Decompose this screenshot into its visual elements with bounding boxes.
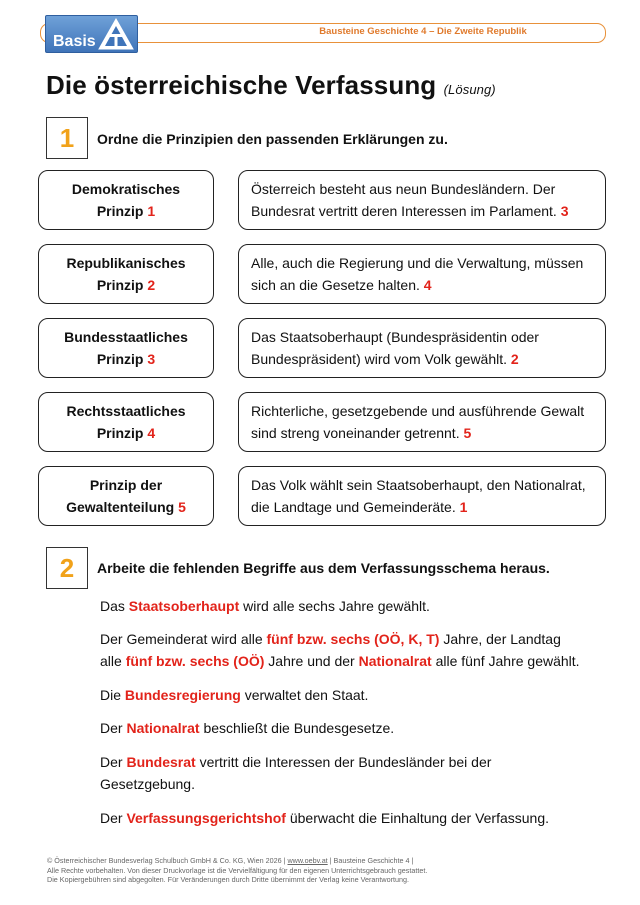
explanation-text: Das Volk wählt sein Staatsoberhaupt, den Nationalrat, (251, 477, 586, 493)
answer-term: fünf bzw. sechs (OÖ, K, T) (266, 631, 440, 647)
task-2-instruction: Arbeite die fehlenden Begriffe aus dem Verfassungsschema heraus. (97, 560, 550, 576)
sentence: Die Bundesregierung verwaltet den Staat. (100, 687, 369, 703)
sentence: Der Verfassungsgerichtshof überwacht die Einhaltung der Verfassung. (100, 810, 550, 826)
sentence: Das Staatsoberhaupt wird alle sechs Jahre gewählt. (100, 598, 430, 614)
explanation-box (238, 244, 606, 304)
principle-box (38, 244, 214, 304)
answer-number: 1 (459, 499, 468, 515)
principle-label: Prinzip (96, 425, 144, 441)
sentence: Der Nationalrat beschließt die Bundesgesetze. (100, 720, 395, 736)
explanation-box (238, 392, 606, 452)
page-subtitle: (Lösung) (443, 82, 496, 97)
principle-label: Republikanisches (66, 255, 186, 271)
logo-triangle-icon (97, 17, 135, 51)
explanation-text: Bundesrat vertritt deren Interessen im Parlament. (251, 203, 557, 219)
explanation-text: Bundespräsident) wird vom Volk gewählt. (251, 351, 508, 367)
answer-number: 4 (423, 277, 432, 293)
sentence: Der Bundesrat vertritt die Interessen der Bundesländer bei der Gesetzgebung. (100, 754, 492, 792)
logo-text: Basis (53, 33, 96, 50)
explanation-text: die Landtage und Gemeinderäte. (251, 499, 456, 515)
explanation-box (238, 318, 606, 378)
principle-box (38, 392, 214, 452)
principle-label: Prinzip (96, 277, 144, 293)
principle-number: 1 (147, 203, 156, 219)
principle-number: 4 (147, 425, 156, 441)
explanation-text: Alle, auch die Regierung und die Verwaltung, müssen (251, 255, 584, 271)
answer-term: Staatsoberhaupt (128, 598, 240, 614)
principle-box (38, 318, 214, 378)
principle-label: Prinzip (96, 203, 144, 219)
principle-label: Gewaltenteilung (66, 499, 175, 515)
sentence: Der Gemeinderat wird alle fünf bzw. sechs (OÖ, K, T) Jahre, der Landtag alle fünf bzw. sechs (OÖ) Jahre und der Nationalrat alle fünf Jahre gewählt. (100, 631, 580, 669)
task-number-2: 2 (46, 547, 88, 589)
principle-number: 2 (147, 277, 156, 293)
basis-logo (45, 15, 138, 53)
explanation-text: sind streng voneinander getrennt. (251, 425, 460, 441)
explanation-text: sich an die Gesetze halten. (251, 277, 420, 293)
answer-number: 5 (463, 425, 472, 441)
answer-term: Verfassungsgerichtshof (126, 810, 286, 826)
publisher-link[interactable]: www.oebv.at (287, 856, 328, 865)
principle-label: Prinzip (96, 351, 144, 367)
explanation-text: Österreich besteht aus neun Bundesländern. Der (251, 181, 556, 197)
principle-number: 3 (147, 351, 156, 367)
principle-label: Demokratisches (71, 181, 181, 197)
principle-label: Bundesstaatliches (64, 329, 188, 345)
explanation-text: Das Staatsoberhaupt (Bundespräsidentin oder (251, 329, 539, 345)
answer-number: 2 (510, 351, 519, 367)
principle-box (38, 466, 214, 526)
principle-label: Prinzip der (89, 477, 163, 493)
page-title-text: Die österreichische Verfassung (46, 70, 437, 100)
task-number-1: 1 (46, 117, 88, 159)
answer-term: Bundesregierung (124, 687, 241, 703)
answer-number: 3 (560, 203, 569, 219)
series-title: Bausteine Geschichte 4 – Die Zweite Republik (319, 26, 527, 37)
explanation-text: Richterliche, gesetzgebende und ausführende Gewalt (251, 403, 585, 419)
principle-box (38, 170, 214, 230)
task-1-instruction: Ordne die Prinzipien den passenden Erklärungen zu. (97, 131, 448, 147)
answer-term: Nationalrat (126, 720, 200, 736)
copyright-footer: © Österreichischer Bundesverlag Schulbuch GmbH & Co. KG, Wien 2026 | www.oebv.at | Bausteine Geschichte 4 | Alle Rechte vorbehalten. Von dieser Druckvorlage ist die Vervielfältigung für den eigenen Unterrichtsgebrauch gestattet. Die Kopiergebühren sind abgegolten. Für Veränderungen durch Dritte übernimmt der Verlag keine Verantwortung. (47, 856, 428, 884)
principle-label: Rechtsstaatliches (66, 403, 186, 419)
answer-term: Nationalrat (358, 653, 432, 669)
answer-term: Bundesrat (126, 754, 196, 770)
principle-number: 5 (178, 499, 186, 515)
explanation-box (238, 170, 606, 230)
answer-term: fünf bzw. sechs (OÖ) (125, 653, 265, 669)
explanation-box (238, 466, 606, 526)
page-title (46, 70, 496, 101)
